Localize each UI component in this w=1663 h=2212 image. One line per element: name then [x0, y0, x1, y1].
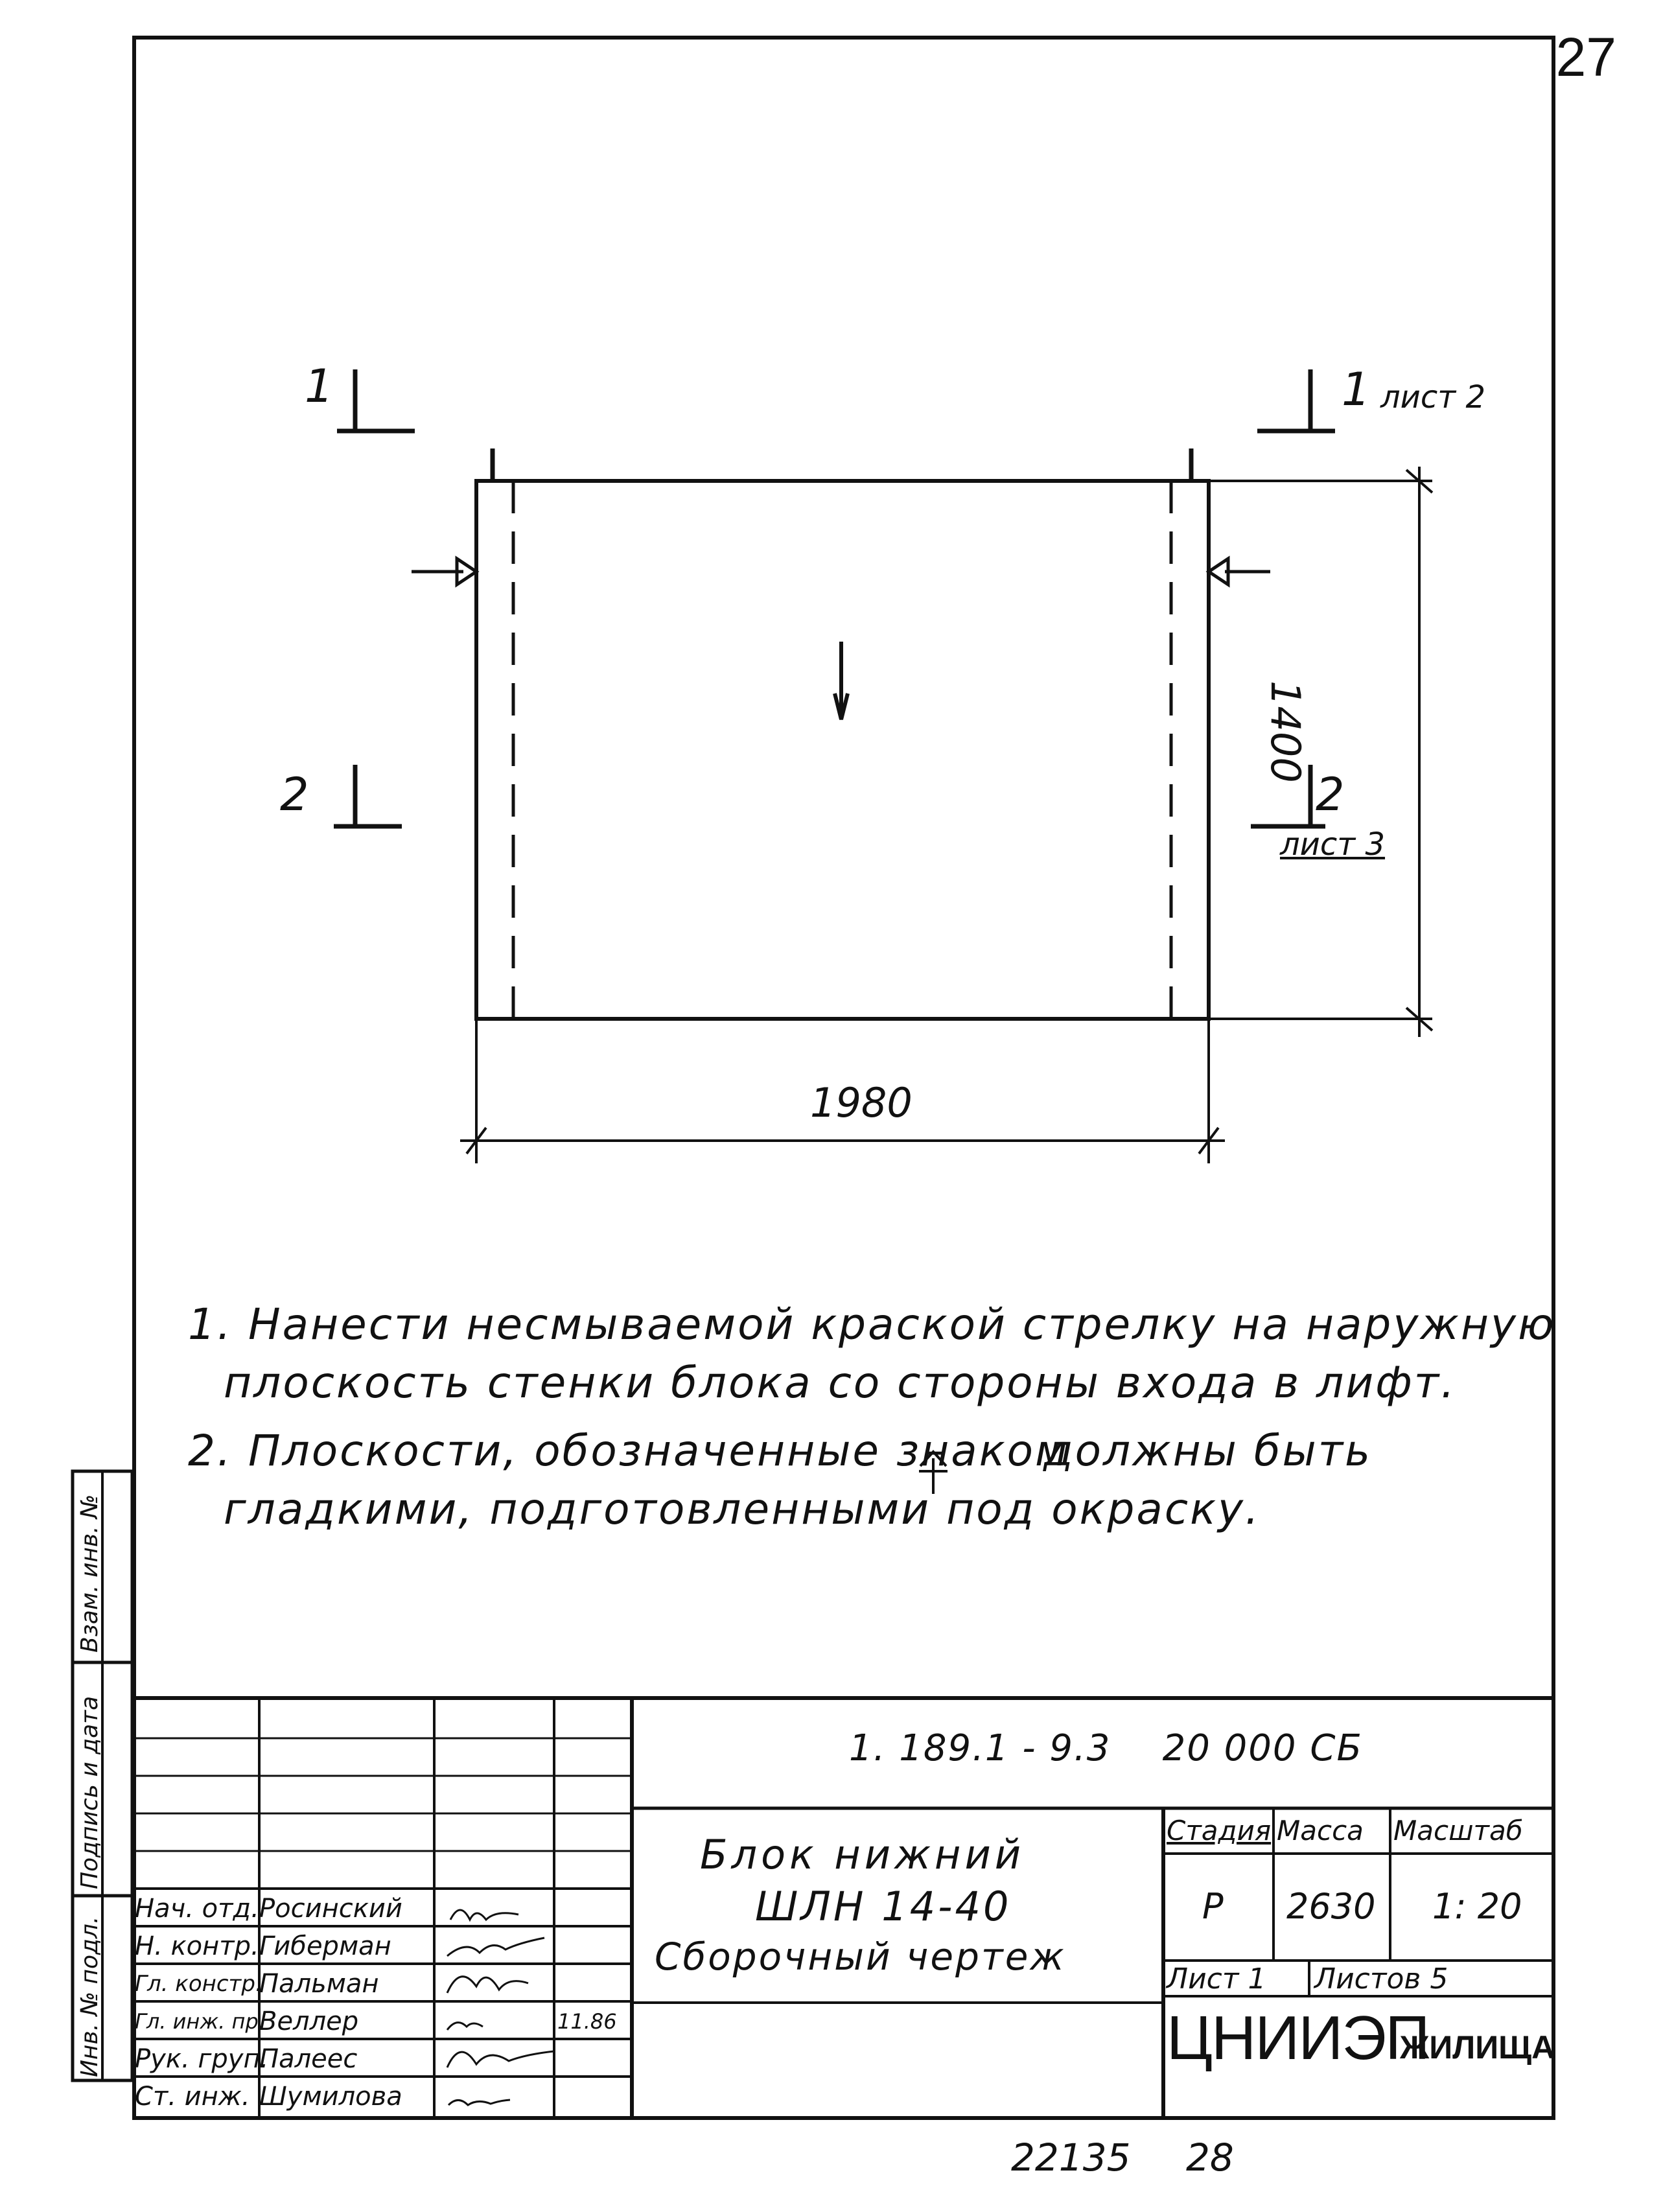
- designation-code: 1. 189.1 - 9.3 20 000 СБ: [849, 1727, 1363, 1769]
- section-1-left-label: 1: [305, 360, 334, 413]
- stage-value: Р: [1202, 1886, 1224, 1927]
- role-row: [135, 2003, 433, 2040]
- dimension-width: 1980: [810, 1079, 913, 1126]
- role-person: Росинский: [259, 1894, 402, 1924]
- side-label-inv-orig: Инв. № подл.: [76, 1916, 103, 2077]
- sheet-value: Лист 1: [1167, 1962, 1266, 1996]
- role-person: Пальман: [259, 1969, 379, 1999]
- note-1-line-2: плоскость стенки блока со стороны входа в лифт.: [224, 1358, 1457, 1408]
- note-2-line-1a: 2. Плоскости, обозначенные знаком: [188, 1426, 1069, 1476]
- role-person: Палеес: [259, 2044, 358, 2074]
- role-row: [135, 2078, 433, 2115]
- sheets-value: Листов 5: [1314, 1962, 1448, 1996]
- role-row: [135, 1927, 433, 1965]
- section-1-sheet-ref: лист 2: [1380, 379, 1486, 415]
- section-1-right-label: 1: [1342, 363, 1371, 416]
- role-row: [135, 2040, 433, 2078]
- title-line-1: Блок нижний: [700, 1831, 1025, 1878]
- role-person: Гиберман: [259, 1931, 391, 1961]
- role-label: Ст. инж.: [135, 2082, 250, 2112]
- section-2-left-label: 2: [280, 768, 309, 821]
- mass-value: 2630: [1286, 1886, 1376, 1927]
- note-1-line-1: 1. Нанести несмываемой краской стрелку на наружную: [188, 1299, 1556, 1349]
- footer-code-1: 22135: [1011, 2136, 1131, 2180]
- role-label: Нач. отд.: [135, 1894, 259, 1924]
- date-value: 11.86: [557, 2009, 617, 2034]
- side-label-sign-date: Подпись и дата: [76, 1695, 103, 1889]
- col-stage-header: Стадия: [1167, 1815, 1272, 1846]
- section-2-sheet-ref: лист 3: [1280, 826, 1386, 863]
- signature-rows: [135, 1890, 433, 2115]
- footer-code-2: 28: [1186, 2136, 1234, 2180]
- role-label: Гл. инж. пр.: [135, 2009, 265, 2034]
- title-line-2: ШЛН 14-40: [755, 1883, 1012, 1930]
- org-name-2: ЖИЛИЩА: [1400, 2029, 1555, 2066]
- role-person: Шумилова: [259, 2082, 402, 2112]
- role-row: [135, 1965, 433, 2003]
- role-row: [135, 1890, 433, 1927]
- block-outline: [476, 481, 1209, 1019]
- note-2-line-2: гладкими, подготовленными под окраску.: [224, 1484, 1261, 1534]
- col-scale-header: Масштаб: [1393, 1815, 1523, 1846]
- role-person: Веллер: [259, 2007, 359, 2036]
- section-2-right-label: 2: [1316, 768, 1345, 821]
- col-mass-header: Масса: [1277, 1815, 1364, 1846]
- org-name: ЦНИИЭП: [1167, 2003, 1429, 2073]
- role-label: Гл. констр.: [135, 1971, 262, 1997]
- side-label-inv-replace: Взам. инв. №: [76, 1494, 103, 1653]
- dimension-height: 1400: [1262, 681, 1309, 783]
- title-line-3: Сборочный чертеж: [655, 1935, 1066, 1979]
- sheet-number: 27: [1555, 27, 1616, 87]
- scale-value: 1: 20: [1432, 1886, 1522, 1927]
- role-label: Рук. груп.: [135, 2044, 269, 2074]
- role-label: Н. контр.: [135, 1931, 259, 1961]
- note-2-line-1b: должны быть: [1043, 1426, 1373, 1476]
